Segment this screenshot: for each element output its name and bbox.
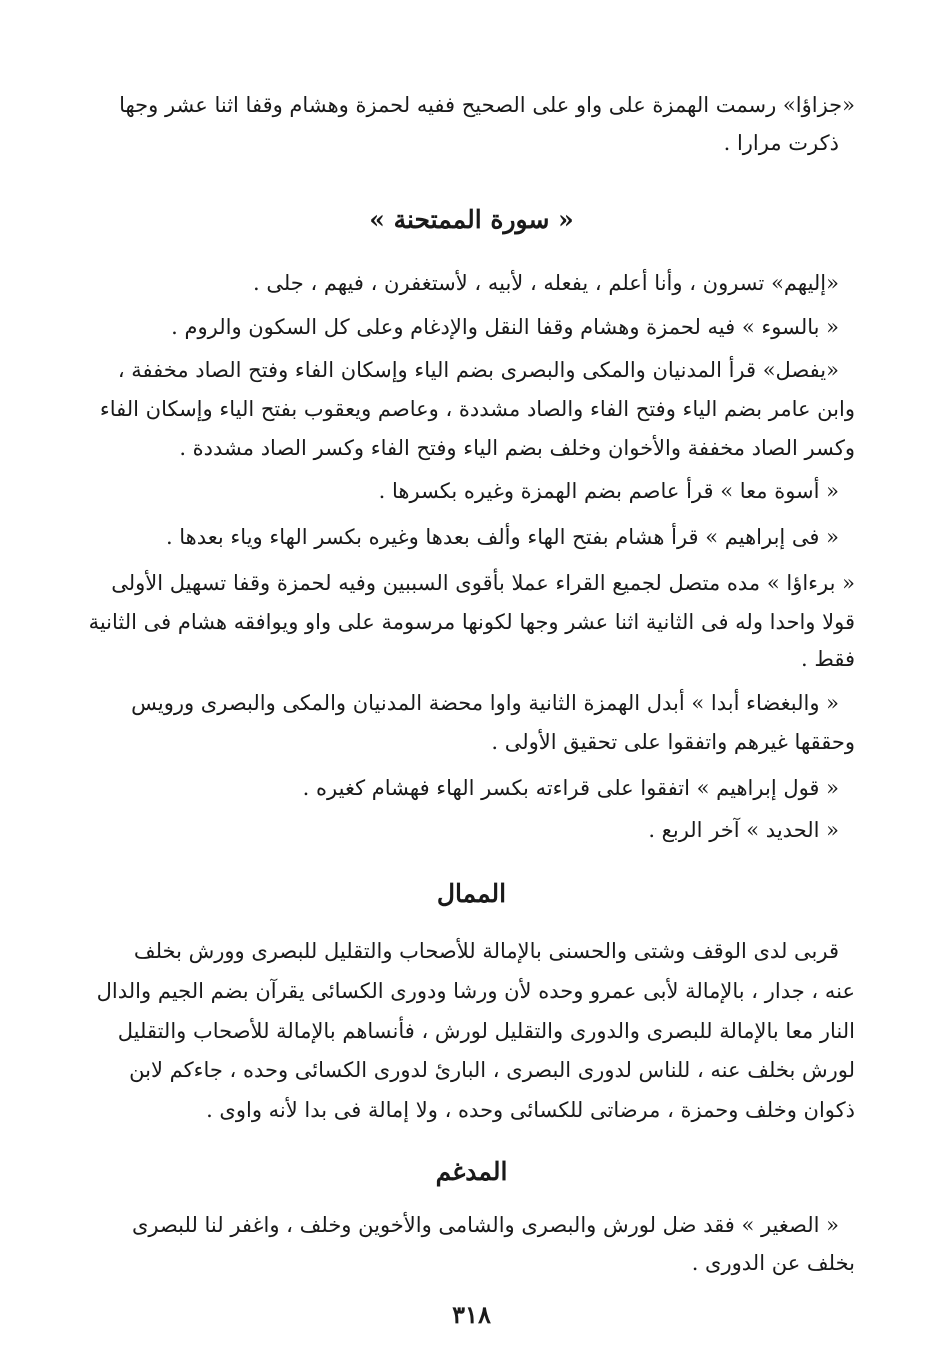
note-line: « والبغضاء أبدا » أبدل الهمزة الثانية واوا محضة المدنيان والمكى والبصرى ورويس bbox=[131, 691, 839, 715]
note-line: « قول إبراهيم » اتفقوا على قراءته بكسر الهاء فهشام كغيره . bbox=[302, 776, 839, 800]
note-line: وابن عامر بضم الياء وفتح الفاء والصاد مشددة ، وعاصم ويعقوب بفتح الياء وإسكان الفاء bbox=[99, 397, 855, 421]
note-line: «إليهم» تسرون ، وأنا أعلم ، يفعله ، لأبيه ، لأستغفرن ، فيهم ، جلى . bbox=[252, 271, 839, 295]
section-heading-mudgham: المدغم bbox=[435, 1157, 508, 1186]
note-line: « بالسوء » فيه لحمزة وهشام وقفا النقل والإدغام وعلى كل السكون والروم . bbox=[171, 315, 839, 339]
note-line: « برءاؤا » مده متصل لجميع القراء عملا بأقوى السببين وفيه لحمزة وقفا تسهيل الأولى bbox=[111, 571, 855, 595]
note-line: وكسر الصاد مخففة والأخوان وخلف بضم الياء وفتح الفاء وكسر الصاد مشددة . bbox=[179, 436, 855, 460]
mudgham-line: « الصغير » فقد ضل لورش والبصرى والشامى والأخوين وخلف ، واغفر لنا للبصرى bbox=[131, 1213, 839, 1237]
section-heading-mumal: الممال bbox=[436, 879, 507, 908]
mumal-line: عنه ، جدار ، بالإمالة لأبى عمرو وحده لأن ورشا ودورى الكسائى يقرآن بضم الجيم والدال bbox=[96, 979, 855, 1003]
note-line: « أسوة معا » قرأ عاصم بضم الهمزة وغيره بكسرها . bbox=[378, 479, 839, 503]
intro-line-2: ذكرت مرارا . bbox=[723, 131, 839, 155]
mumal-line: قربى لدى الوقف وشتى والحسنى بالإمالة للأصحاب والتقليل للبصرى وورش بخلف bbox=[133, 939, 839, 963]
section-heading-surah: « سورة الممتحنة » bbox=[369, 205, 574, 234]
mumal-line: لورش بخلف عنه ، للناس لدورى البصرى ، البارئ لدورى الكسائى وحده ، جاءكم لابن bbox=[129, 1058, 855, 1082]
note-line: وحققها غيرهم واتفقوا على تحقيق الأولى . bbox=[491, 730, 855, 754]
note-line: قولا واحدا وله فى الثانية اثنا عشر وجها لكونها مرسومة على واو ويوافقه هشام فى الثانية bbox=[88, 610, 855, 634]
note-line: «يفصل» قرأ المدنيان والمكى والبصرى بضم الياء وإسكان الفاء وفتح الصاد مخففة ، bbox=[117, 358, 839, 382]
note-line: « فى إبراهيم » قرأ هشام بفتح الهاء وألف بعدها وغيره بكسر الهاء وياء بعدها . bbox=[165, 525, 839, 549]
intro-line-1: «جزاؤا» رسمت الهمزة على واو على الصحيح ففيه لحمزة وهشام وقفا اثنا عشر وجها bbox=[119, 93, 855, 117]
mumal-line: النار معا بالإمالة للبصرى والدورى والتقليل لورش ، فأنساهم بالإمالة للأصحاب والتقليل bbox=[117, 1019, 855, 1043]
note-line: « الحديد » آخر الربع . bbox=[648, 818, 839, 842]
note-line: فقط . bbox=[801, 647, 855, 671]
mudgham-line: بخلف عن الدورى . bbox=[691, 1251, 855, 1275]
mumal-line: ذكوان وخلف وحمزة ، مرضاتى للكسائى وحده ، ولا إمالة فى بدا لأنه واوى . bbox=[206, 1098, 855, 1122]
page-number: ٣١٨ bbox=[452, 1300, 491, 1329]
